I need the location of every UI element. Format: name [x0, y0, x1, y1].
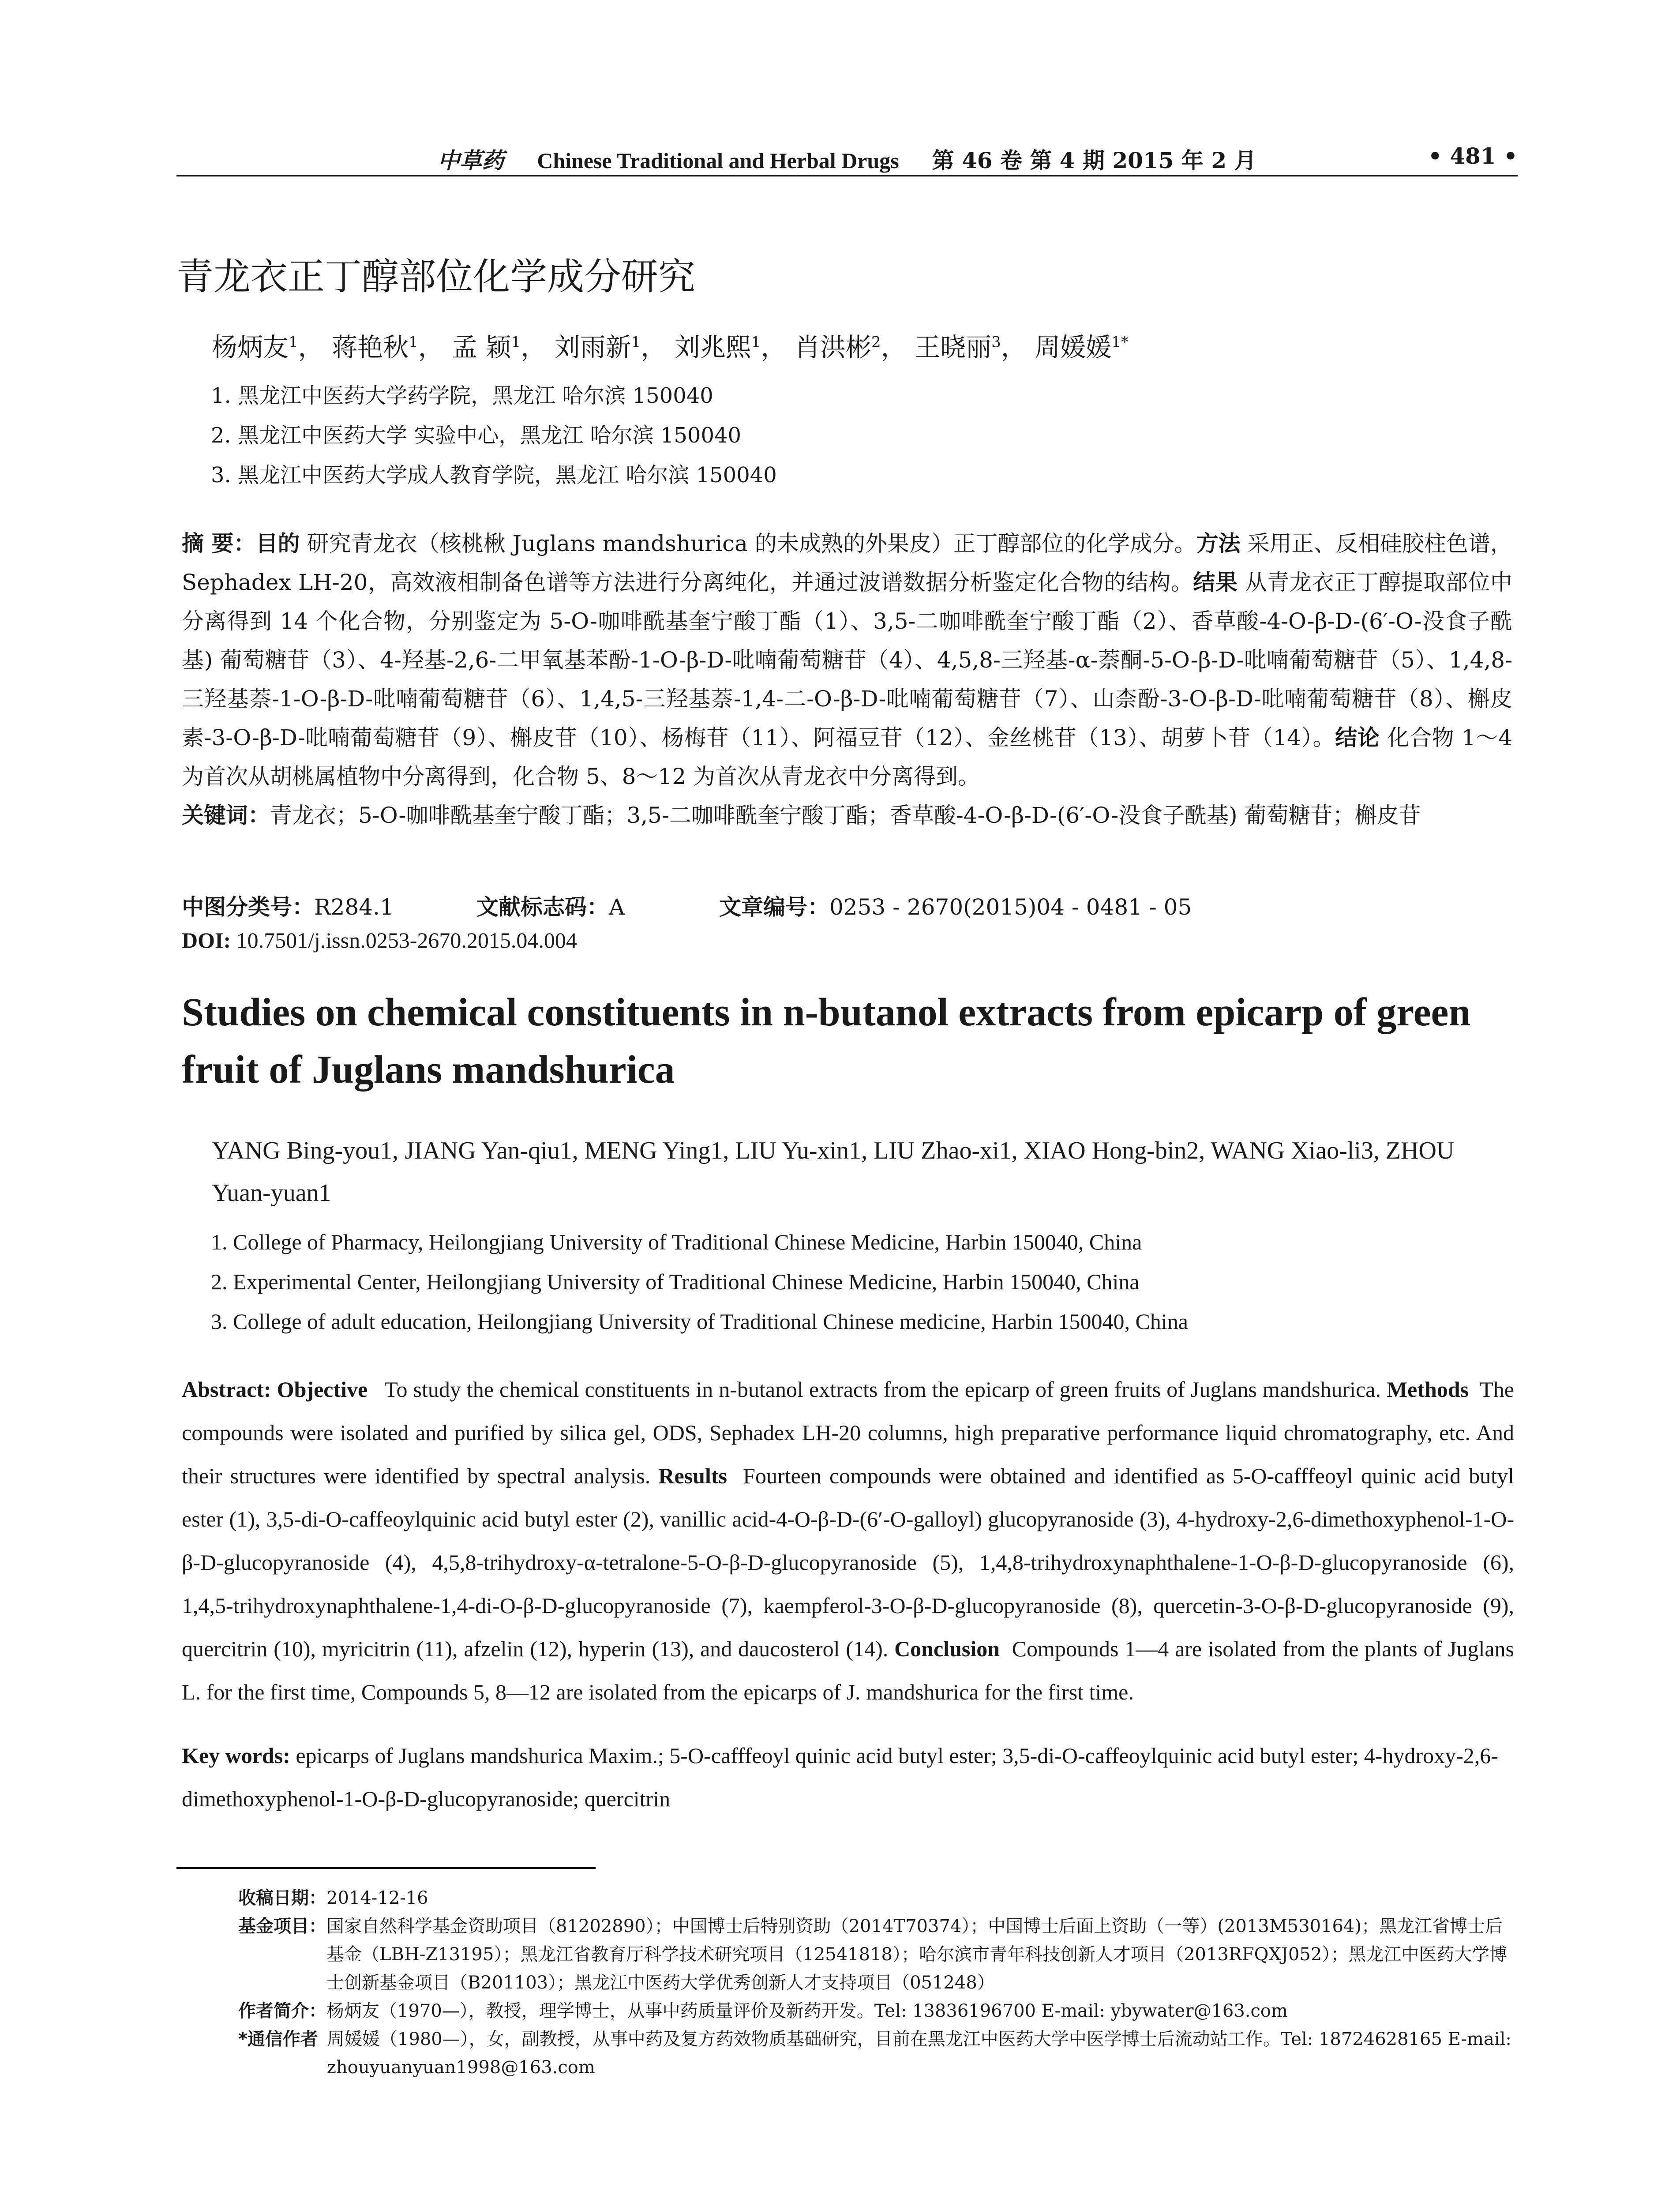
conclusion-cn: 化合物 1～4 为首次从胡桃属植物中分离得到，化合物 5、8～12 为首次从青龙衣中分离得到。	[182, 725, 1512, 789]
methods-cn: 采用正、反相硅胶柱色谱，Sephadex LH-20，高效液相制备色谱等方法进行分离纯化，并通过波谱数据分析鉴定化合物的结构。	[182, 531, 1512, 595]
doi-link[interactable]: 10.7501/j.issn.0253-2670.2015.04.004	[236, 928, 577, 953]
author-cn: 王晓丽$^3$，	[915, 332, 1027, 362]
author-cn: 杨炳友$^1$，	[212, 332, 324, 362]
footnote-received: 收稿日期： 2014-12-16	[238, 1888, 428, 1908]
results-label-cn: 结果	[1193, 570, 1238, 595]
footnotes	[238, 1884, 1518, 2082]
clc-value: R284.1	[314, 894, 394, 920]
affiliation-cn-3: 3. 黑龙江中医药大学成人教育学院，黑龙江 哈尔滨 150040	[211, 463, 777, 488]
conclusion-en: Compounds 1—4 are isolated from the plants of Juglans L. for the first time, Compounds 5, 8—12 are isolated from the epicarps of J. mandshurica for the first time.	[182, 1636, 1514, 1704]
author-list-cn	[212, 326, 1129, 364]
doc-code-row	[476, 889, 625, 921]
results-en: Fourteen compounds were obtained and identified as 5-O-cafffeoyl quinic acid butyl ester (1), 3,5-di-O-caffeoylquinic acid butyl ester (2), vanillic acid-4-O-β-D-(6′-O-galloyl) glucopyranoside (3), 4-hydroxy-2,6-dimethoxyphenol-1-O-β-D-glucopyranoside (4), 4,5,8-trihydroxy-α-tetralone-5-O-β-D-glucopyranoside (5), 1,4,8-trihydroxynaphthalene-1-O-β-D-glucopyranoside (6), 1,4,5-trihydroxynaphthalene-1,4-di-O-β-D-glucopyranoside (7), kaempferol-3-O-β-D-glucopyranoside (8), quercetin-3-O-β-D-glucopyranoside (9), quercitrin (10), myricitrin (11), afzelin (12), hyperin (13), and daucosterol (14).	[182, 1463, 1515, 1661]
article-title-en: Studies on chemical constituents in n-butanol extracts from epicarp of green fruit of Juglans mandshurica	[182, 990, 1471, 1092]
classification-row	[182, 889, 394, 921]
doc-code-label: 文献标志码：	[476, 894, 609, 920]
abstract-en-label: Abstract: Objective	[182, 1377, 368, 1402]
journal-issue: 第 46 卷 第 4 期 2015 年 2 月	[932, 147, 1256, 173]
author-cn: 蒋艳秋$^1$，	[332, 332, 444, 362]
article-title-cn: 青龙衣正丁醇部位化学成分研究	[176, 255, 696, 298]
methods-label-cn: 方法	[1196, 531, 1241, 556]
objective-en: To study the chemical constituents in n-butanol extracts from the epicarp of green fruits of Juglans mandshurica.	[384, 1377, 1381, 1402]
affiliation-en-2: 2. Experimental Center, Heilongjiang University of Traditional Chinese Medicine, Harbin 150040, China	[211, 1269, 1140, 1294]
doi-row	[182, 927, 577, 953]
objective-cn: 研究青龙衣（核桃楸 Juglans mandshurica 的未成熟的外果皮）正丁醇部位的化学成分。	[307, 531, 1196, 556]
methods-en: The compounds were isolated and purified by silica gel, ODS, Sephadex LH-20 columns, high preparative performance liquid chromatography, etc. And their structures were identified by spectral analysis.	[182, 1377, 1514, 1488]
affiliation-en-3: 3. College of adult education, Heilongjiang University of Traditional Chinese medicine, Harbin 150040, China	[211, 1309, 1188, 1334]
affiliation-cn-2: 2. 黑龙江中医药大学 实验中心，黑龙江 哈尔滨 150040	[211, 423, 742, 448]
author-list-en: YANG Bing-you1, JIANG Yan-qiu1, MENG Ying1, LIU Yu-xin1, LIU Zhao-xi1, XIAO Hong-bin2, WANG Xiao-li3, ZHOU Yuan-yuan1	[212, 1137, 1455, 1207]
journal-line	[176, 143, 1518, 175]
objective-label-cn: 目的	[255, 531, 300, 556]
results-label-en: Results	[658, 1463, 727, 1488]
results-cn: 从青龙衣正丁醇提取部位中分离得到 14 个化合物，分别鉴定为 5-O-咖啡酰基奎宁酸丁酯（1）、3,5-二咖啡酰奎宁酸丁酯（2）、香草酸-4-O-β-D-(6′-O-没食子酰基) 葡萄糖苷（3）、4-羟基-2,6-二甲氧基苯酚-1-O-β-D-吡喃葡萄糖苷（4）、4,5,8-三羟基-α-萘酮-5-O-β-D-吡喃葡萄糖苷（5）、1,4,8-三羟基萘-1-O-β-D-吡喃葡萄糖苷（6）、1,4,5-三羟基萘-1,4-二-O-β-D-吡喃葡萄糖苷（7）、山柰酚-3-O-β-D-吡喃葡萄糖苷（8）、槲皮素-3-O-β-D-吡喃葡萄糖苷（9）、槲皮苷（10）、杨梅苷（11）、阿福豆苷（12）、金丝桃苷（13）、胡萝卜苷（14）。	[182, 570, 1513, 750]
keywords-en: epicarps of Juglans mandshurica Maxim.; 5-O-cafffeoyl quinic acid butyl ester; 3,5-di-O-caffeoylquinic acid butyl ester; 4-hydroxy-2,6-dimethoxyphenol-1-O-β-D-glucopyranoside; quercitrin	[182, 1743, 1498, 1811]
methods-label-en: Methods	[1386, 1377, 1469, 1402]
running-header	[176, 140, 1518, 176]
footnote-author-bio: 作者简介： 杨炳友（1970—），教授，理学博士，从事中药质量评价及新药开发。Tel: 13836196700 E-mail: ybywater@163.com	[238, 2001, 1288, 2021]
journal-name-cn: 中草药	[438, 148, 504, 173]
doi-label: DOI:	[182, 928, 231, 953]
header-rule	[176, 175, 1518, 176]
author-cn: 肖洪彬$^2$，	[794, 332, 907, 362]
article-number-label: 文章编号：	[719, 894, 829, 920]
author-cn: 刘兆熙$^1$，	[674, 332, 787, 362]
author-cn: 周媛媛$^{1*}$	[1035, 332, 1129, 362]
keywords-cn-label: 关键词：	[182, 803, 270, 828]
clc-label: 中图分类号：	[182, 894, 314, 920]
footnote-funding: 基金项目： 国家自然科学基金资助项目（81202890）；中国博士后特别资助（2014T70374）；中国博士后面上资助（一等）(2013M530164)；黑龙江省博士后基金（LBH-Z13195）；黑龙江省教育厅科学技术研究项目（12541818）；哈尔滨市青年科技创新人才项目（2013RFQXJ052）；黑龙江中医药大学博士创新基金项目（B201103）；黑龙江中医药大学优秀创新人才支持项目（051248）	[238, 1916, 1508, 1993]
author-cn: 孟 颖$^1$，	[452, 332, 547, 362]
keywords-cn: 青龙衣；5-O-咖啡酰基奎宁酸丁酯；3,5-二咖啡酰奎宁酸丁酯；香草酸-4-O-β-D-(6′-O-没食子酰基) 葡萄糖苷；槲皮苷	[270, 803, 1421, 828]
conclusion-label-en: Conclusion	[894, 1636, 1000, 1661]
keywords-en-block	[182, 1734, 1514, 1820]
affiliation-cn-1: 1. 黑龙江中医药大学药学院，黑龙江 哈尔滨 150040	[211, 383, 713, 408]
footnote-rule	[176, 1867, 596, 1869]
journal-name-en: Chinese Traditional and Herbal Drugs	[537, 148, 899, 173]
conclusion-label-cn: 结论	[1335, 725, 1380, 750]
abstract-cn	[182, 524, 1512, 835]
author-cn: 刘雨新$^1$，	[554, 332, 667, 362]
article-number-row	[719, 889, 1192, 921]
page-number: • 481 •	[1428, 143, 1518, 169]
affiliation-en-1: 1. College of Pharmacy, Heilongjiang University of Traditional Chinese Medicine, Harbin 150040, China	[211, 1230, 1142, 1254]
abstract-en	[182, 1368, 1514, 1714]
doc-code-value: A	[609, 894, 625, 920]
footnote-corresponding: *通信作者 周媛媛（1980—），女，副教授，从事中药及复方药效物质基础研究，目前在黑龙江中医药大学中医学博士后流动站工作。Tel: 18724628165 E-mail: zhouyuanyuan1998@163.com	[238, 2029, 1511, 2078]
article-number-value: 0253 - 2670(2015)04 - 0481 - 05	[829, 894, 1192, 920]
keywords-en-label: Key words:	[182, 1743, 290, 1768]
abstract-cn-label: 摘 要：	[182, 531, 256, 556]
